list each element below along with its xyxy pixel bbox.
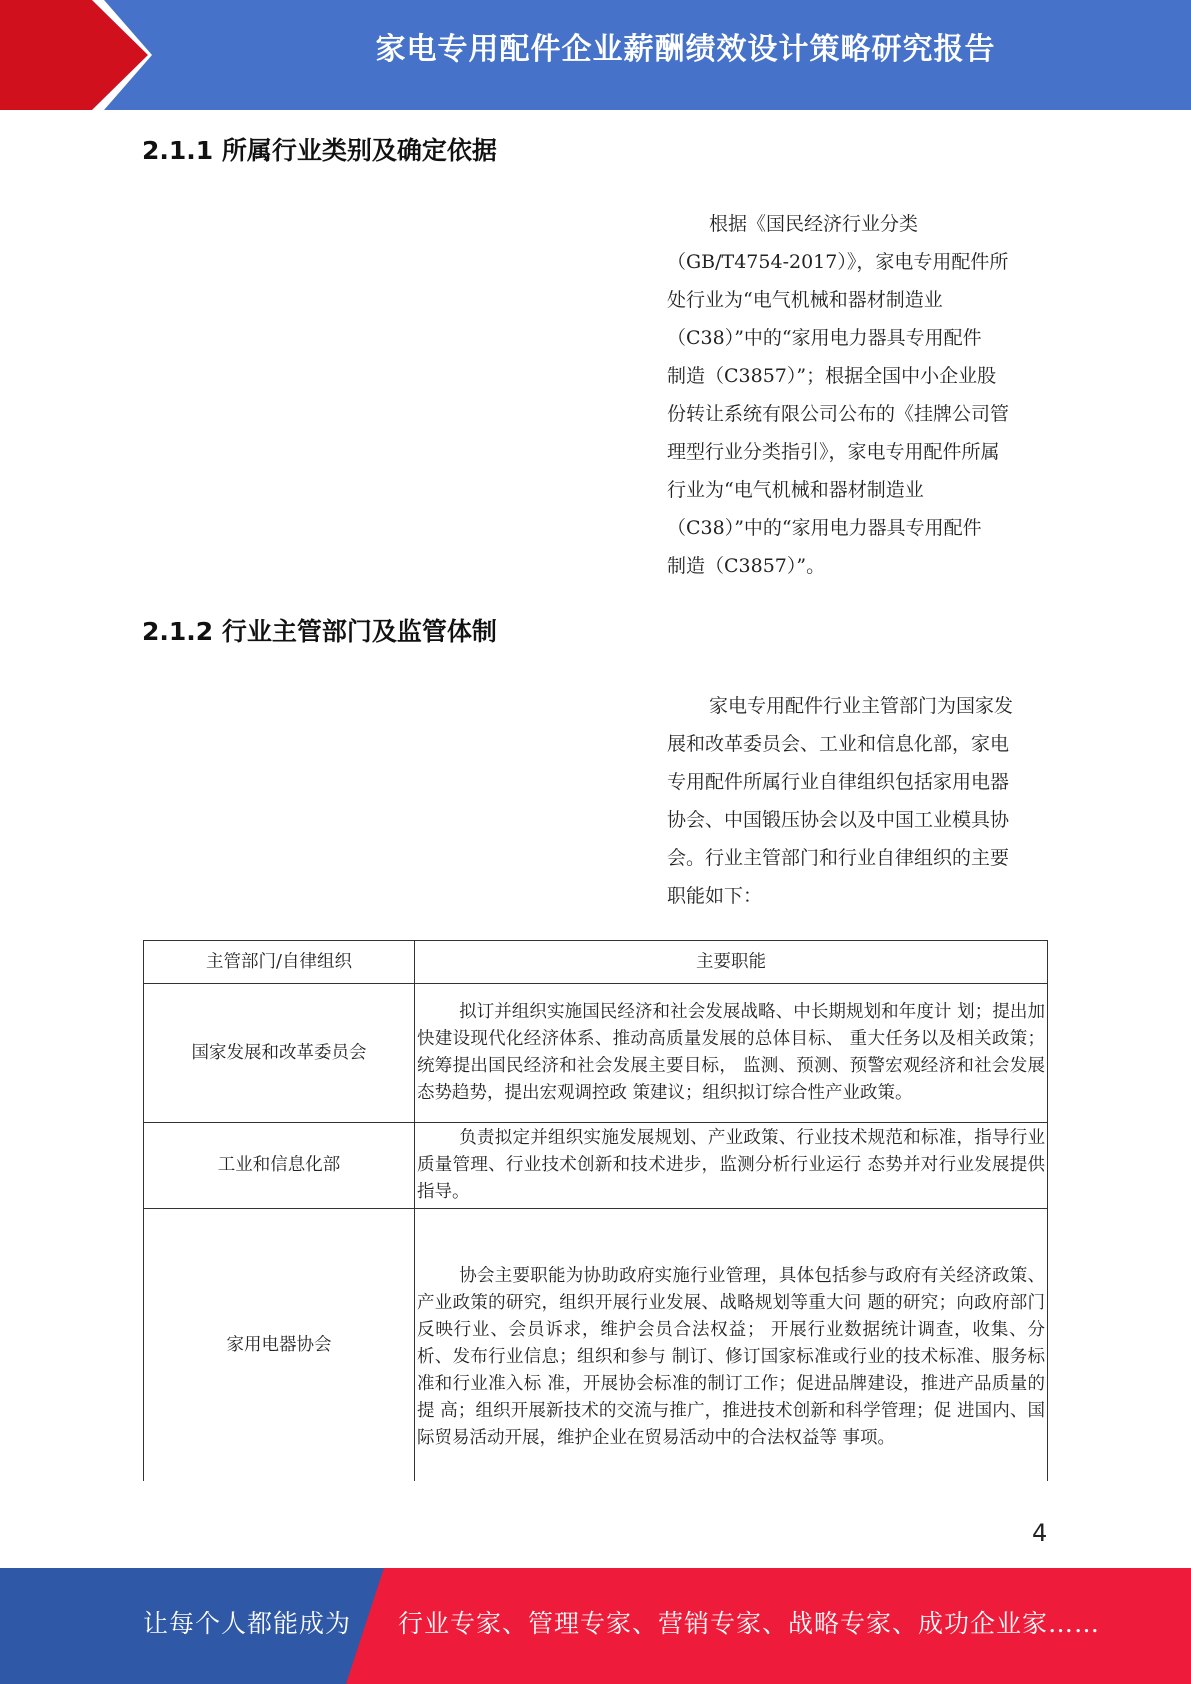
regulatory-functions-table [143, 940, 1048, 1481]
section-2-1-2-paragraph [667, 687, 1047, 915]
section-heading-2-1-1: 2.1.1 所属行业类别及确定依据 [142, 136, 497, 165]
para-line: 份转让系统有限公司公布的《挂牌公司管 [667, 403, 1010, 425]
page-number: 4 [1032, 1519, 1048, 1547]
table-header-row [144, 941, 1048, 984]
section-2-1-1-paragraph [667, 205, 1047, 585]
section-heading-2-1-2: 2.1.2 行业主管部门及监管体制 [142, 617, 497, 646]
para-line: 家电专用配件行业主管部门为国家发 [709, 695, 1014, 717]
functions-text: 负责拟定并组织实施发展规划、产业政策、行业技术规范和标准，指导行业质量管理、行业技术创新和技术进步，监测分析行业运行 态势并对行业发展提供指导。 [417, 1128, 1045, 1202]
functions-cell [415, 984, 1048, 1123]
para-line: 专用配件所属行业自律组织包括家用电器 [667, 771, 1010, 793]
para-line: 协会、中国锻压协会以及中国工业模具协 [667, 809, 1010, 831]
table-row [144, 1209, 1048, 1482]
para-line: （C38）”中的“家用电力器具专用配件 [667, 517, 982, 539]
org-cell: 国家发展和改革委员会 [144, 984, 415, 1123]
functions-text: 协会主要职能为协助政府实施行业管理，具体包括参与政府有关经济政策、产业政策的研究，组织开展行业发展、战略规划等重大问 题的研究；向政府部门反映行业、会员诉求，维护会员合法权益； 开展行业数据统计调查，收集、分析、发布行业信息；组织和参与 制订、修订国家标准或行业的技术标准、服务标准和行业准入标 准，开展协会标准的制订工作；促进品牌建设，推进产品质量的提 高；组织开展新技术的交流与推广，推进技术创新和科学管理；促 进国内、国际贸易活动开展，维护企业在贸易活动中的合法权益等 事项。 [417, 1265, 1045, 1448]
footer-slogan-left: 让每个人都能成为 [143, 1609, 352, 1638]
column-header-functions: 主要职能 [415, 941, 1048, 984]
para-line: 职能如下： [667, 885, 763, 907]
para-line: 制造（C3857）”；根据全国中小企业股 [667, 365, 997, 387]
functions-cell [415, 1209, 1048, 1482]
functions-cell [415, 1123, 1048, 1209]
table-row [144, 1123, 1048, 1209]
org-cell: 家用电器协会 [144, 1209, 415, 1482]
para-line: 处行业为“电气机械和器材制造业 [667, 289, 943, 311]
report-title: 家电专用配件企业薪酬绩效设计策略研究报告 [375, 32, 996, 67]
functions-text: 拟订并组织实施国民经济和社会发展战略、中长期规划和年度计 划；提出加快建设现代化经济体系、推动高质量发展的总体目标、 重大任务以及相关政策；统筹提出国民经济和社会发展主要目标， 监测、预测、预警宏观经济和社会发展态势趋势，提出宏观调控政 策建议；组织拟订综合性产业政策。 [417, 1002, 1045, 1103]
table-row [144, 984, 1048, 1123]
para-line: 根据《国民经济行业分类 [709, 213, 919, 235]
page-header [0, 0, 1191, 110]
footer-slogan-right: 行业专家、管理专家、营销专家、战略专家、成功企业家…… [398, 1609, 1101, 1638]
para-line: 制造（C3857）”。 [667, 555, 826, 577]
para-line: （C38）”中的“家用电力器具专用配件 [667, 327, 982, 349]
para-line: 会。行业主管部门和行业自律组织的主要 [667, 847, 1010, 869]
column-header-org: 主管部门/自律组织 [144, 941, 415, 984]
para-line: （GB/T4754-2017）》，家电专用配件所 [667, 251, 1009, 273]
org-cell: 工业和信息化部 [144, 1123, 415, 1209]
page-footer [0, 1568, 1191, 1684]
para-line: 行业为“电气机械和器材制造业 [667, 479, 924, 501]
para-line: 理型行业分类指引》，家电专用配件所属 [667, 441, 1000, 463]
para-line: 展和改革委员会、工业和信息化部，家电 [667, 733, 1010, 755]
